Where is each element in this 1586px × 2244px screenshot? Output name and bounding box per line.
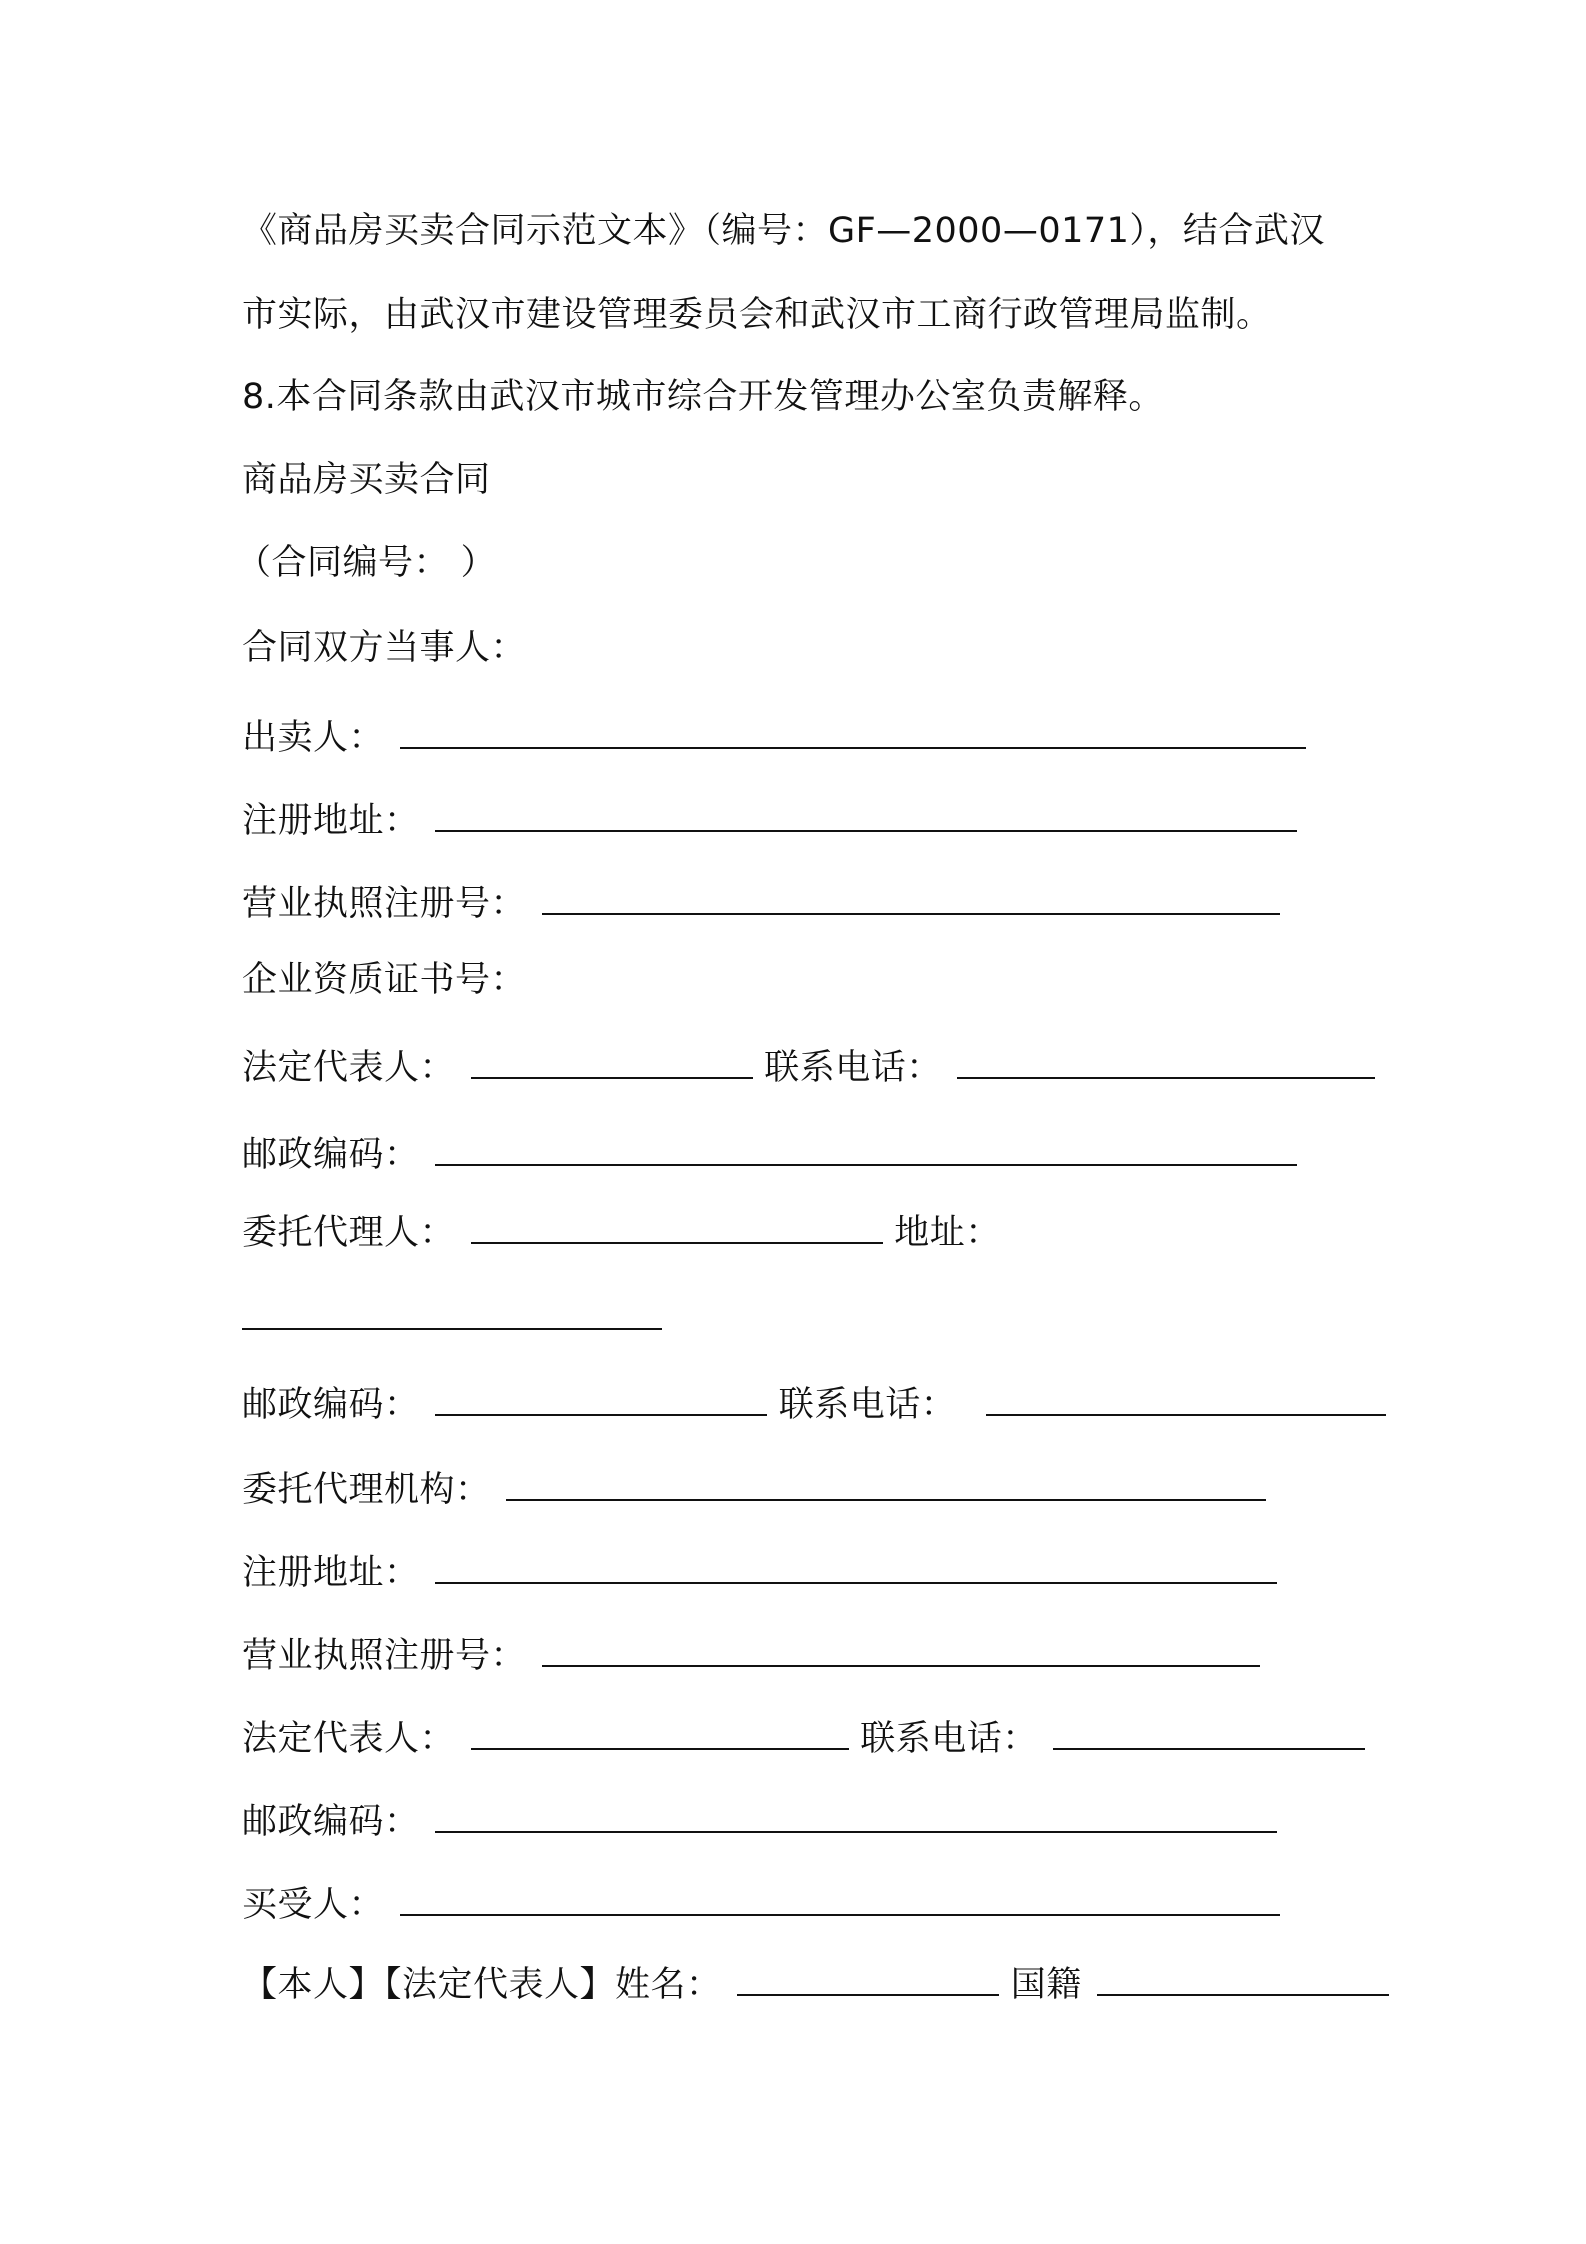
intro-line-1	[242, 207, 1325, 255]
agent-postcode-blank[interactable]	[435, 1378, 767, 1416]
agency-phone-blank[interactable]	[1053, 1712, 1365, 1750]
buyer-identity-row	[242, 1958, 1389, 2009]
seller-label: 出卖人：	[242, 718, 385, 758]
postcode-label: 邮政编码：	[242, 1135, 420, 1175]
postcode-row	[242, 1128, 1297, 1179]
seller-reg-address-row	[242, 794, 1297, 845]
address-label: 地址：	[894, 1213, 1001, 1253]
agency-license-label: 营业执照注册号：	[242, 1636, 527, 1676]
agent-blank[interactable]	[471, 1206, 883, 1244]
agency-phone-label: 联系电话：	[860, 1719, 1038, 1759]
buyer-row	[242, 1878, 1280, 1929]
parties-heading-text: 合同双方当事人：	[242, 628, 527, 668]
reg-address-blank[interactable]	[435, 794, 1297, 832]
intro-text-2: 市实际，由武汉市建设管理委员会和武汉市工商行政管理局监制。	[242, 295, 1272, 335]
contract-number	[236, 539, 496, 587]
reg-address-label: 注册地址：	[242, 801, 420, 841]
agency-reg-address-blank[interactable]	[435, 1546, 1277, 1584]
nationality-blank[interactable]	[1097, 1958, 1389, 1996]
agency-row	[242, 1463, 1266, 1514]
seller-blank[interactable]	[400, 711, 1306, 749]
contract-number-text: （合同编号： ）	[236, 543, 497, 583]
agency-legal-rep-label: 法定代表人：	[242, 1719, 456, 1759]
agency-postcode-blank[interactable]	[435, 1795, 1277, 1833]
agent-row	[242, 1206, 1001, 1257]
contract-title-text: 商品房买卖合同	[242, 460, 491, 500]
qualification-row	[242, 956, 526, 1004]
agency-postcode-label: 邮政编码：	[242, 1802, 420, 1842]
clause-8-text: 8.本合同条款由武汉市城市综合开发管理办公室负责解释。	[242, 377, 1164, 417]
intro-text-1: 《商品房买卖合同示范文本》（编号：GF—2000—0171），结合武汉	[242, 211, 1325, 251]
agent-phone-blank[interactable]	[986, 1378, 1386, 1416]
name-blank[interactable]	[737, 1958, 999, 1996]
buyer-label: 买受人：	[242, 1885, 385, 1925]
address-continuation-row	[242, 1292, 662, 1343]
legal-rep-label: 法定代表人：	[242, 1048, 456, 1088]
identity-label: 【本人】【法定代表人】姓名：	[242, 1965, 722, 2005]
agency-license-row	[242, 1629, 1260, 1680]
contract-title	[242, 456, 491, 504]
agency-license-blank[interactable]	[542, 1629, 1260, 1667]
business-license-label: 营业执照注册号：	[242, 884, 527, 924]
qualification-label: 企业资质证书号：	[242, 960, 527, 1000]
agent-postcode-row	[242, 1378, 1386, 1429]
agency-reg-address-row	[242, 1546, 1277, 1597]
legal-rep-blank[interactable]	[471, 1041, 753, 1079]
business-license-blank[interactable]	[542, 877, 1280, 915]
agent-label: 委托代理人：	[242, 1213, 456, 1253]
agent-postcode-label: 邮政编码：	[242, 1385, 420, 1425]
business-license-row	[242, 877, 1280, 928]
address-blank[interactable]	[242, 1292, 662, 1330]
agency-legal-rep-blank[interactable]	[471, 1712, 849, 1750]
postcode-blank[interactable]	[435, 1128, 1297, 1166]
agency-reg-address-label: 注册地址：	[242, 1553, 420, 1593]
buyer-blank[interactable]	[400, 1878, 1280, 1916]
nationality-label: 国籍	[1010, 1965, 1082, 2005]
intro-line-2	[242, 291, 1272, 339]
agency-postcode-row	[242, 1795, 1277, 1846]
legal-rep-row	[242, 1041, 1375, 1092]
seller-row	[242, 711, 1306, 762]
agent-phone-label: 联系电话：	[778, 1385, 957, 1425]
agency-label: 委托代理机构：	[242, 1470, 491, 1510]
agency-legal-rep-row	[242, 1712, 1365, 1763]
phone-blank[interactable]	[957, 1041, 1375, 1079]
phone-label: 联系电话：	[764, 1048, 942, 1088]
clause-8	[242, 373, 1164, 421]
agency-blank[interactable]	[506, 1463, 1266, 1501]
parties-heading	[242, 624, 526, 672]
